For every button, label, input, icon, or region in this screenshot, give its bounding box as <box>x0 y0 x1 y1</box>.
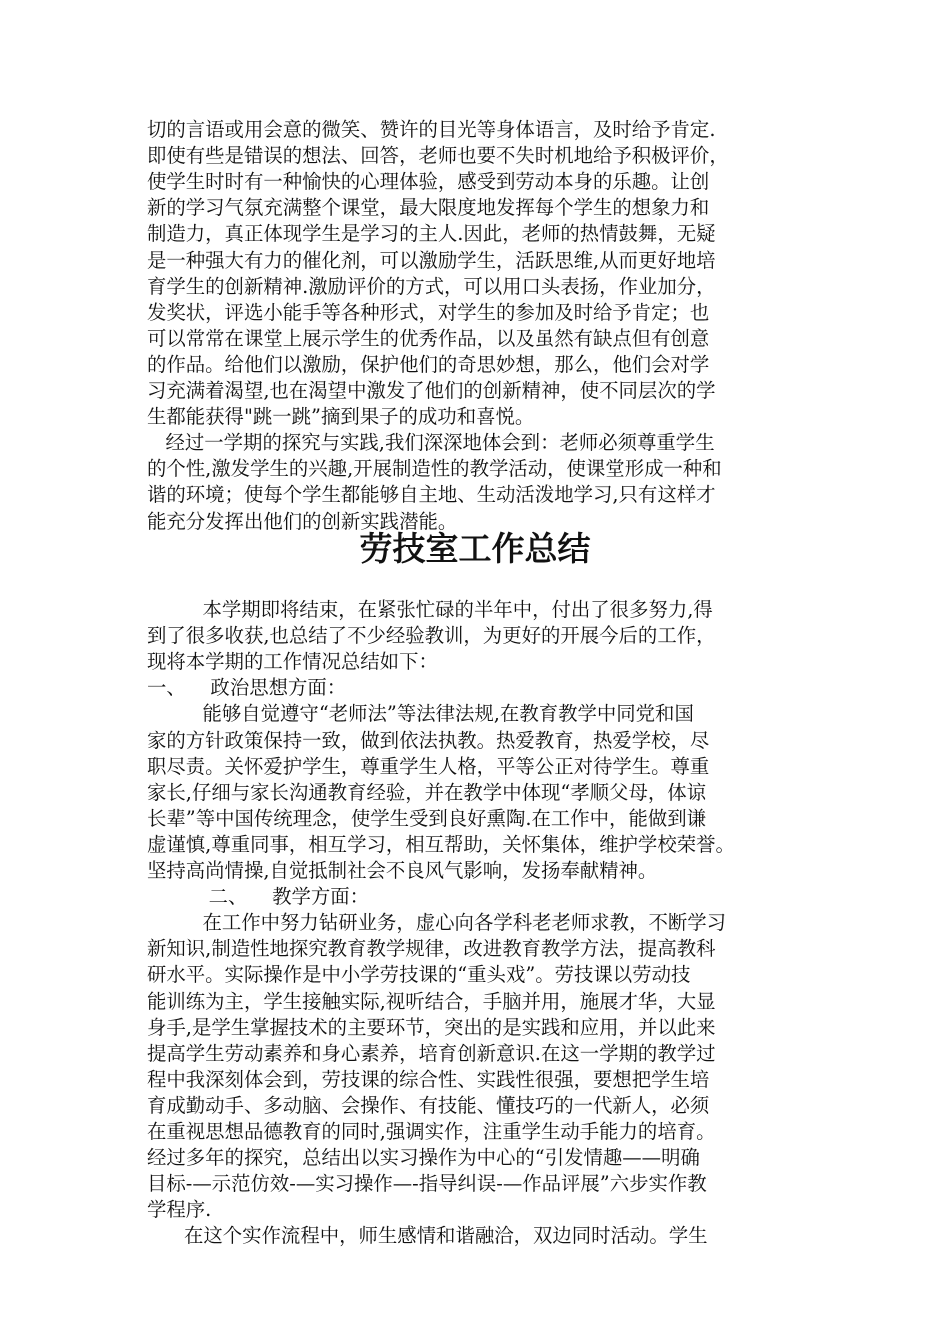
text-line: 程中我深刻体会到，劳技课的综合性、实践性很强，要想把学生培 <box>147 1067 710 1091</box>
text-line: 使学生时时有一种愉快的心理体验，感受到劳动本身的乐趣。让创 <box>147 170 710 194</box>
text-line: 切的言语或用会意的微笑、赞许的目光等身体语言，及时给予肯定. <box>147 118 716 141</box>
text-line: 本学期即将结束，在紧张忙碌的半年中，付出了很多努力,得 <box>147 598 713 621</box>
text-line: 新知识,制造性地探究教育教学规律，改进教育教学方法，提高教科 <box>147 937 716 961</box>
text-line: 新的学习气氛充满整个课堂，最大限度地发挥每个学生的想象力和 <box>147 196 710 220</box>
text-line: 一、 政治思想方面： <box>147 676 347 700</box>
text-line: 能训练为主，学生接触实际,视听结合，手脑并用，施展才华，大显 <box>147 989 716 1013</box>
text-line: 即使有些是错误的想法、回答，老师也要不失时机地给予积极评价， <box>147 144 729 168</box>
text-line: 坚持高尚情操,自觉抵制社会不良风气影响，发扬奉献精神。 <box>147 859 658 882</box>
text-line: 现将本学期的工作情况总结如下： <box>147 650 438 674</box>
text-line: 的作品。给他们以激励，保护他们的奇思妙想，那么，他们会对学 <box>147 352 710 376</box>
text-line: 育成勤动手、多动脑、会操作、有技能、懂技巧的一代新人，必须 <box>147 1093 710 1117</box>
text-line: 目标-—示范仿效-—实习操作—-指导纠误-—作品评展”六步实作教 <box>147 1172 707 1196</box>
text-line: 是一种强大有力的催化剂，可以激励学生，活跃思维,从而更好地培 <box>147 248 716 272</box>
text-line: 在重视思想品德教育的同时,强调实作，注重学生动手能力的培育。 <box>147 1120 716 1143</box>
text-line: 研水平。实际操作是中小学劳技课的“重头戏”。劳技课以劳动技 <box>147 963 691 987</box>
text-line: 生都能获得"跳一跳”摘到果子的成功和喜悦。 <box>147 405 535 429</box>
text-line: 谐的环境；使每个学生都能够自主地、生动活泼地学习,只有这样才 <box>147 483 716 507</box>
text-line: 的个性,激发学生的兴趣,开展制造性的教学活动，使课堂形成一种和 <box>147 457 722 481</box>
text-line: 经过多年的探究，总结出以实习操作为中心的“引发情趣——明确 <box>147 1146 700 1170</box>
text-line: 在工作中努力钻研业务，虚心向各学科老老师求教，不断学习 <box>147 911 727 935</box>
text-line: 能充分发挥出他们的创新实践潜能。 <box>147 509 458 533</box>
document-title: 劳技室工作总结 <box>359 529 591 568</box>
text-line: 制造力，真正体现学生是学习的主人.因此，老师的热情鼓舞，无疑 <box>147 222 716 246</box>
text-line: 经过一学期的探究与实践,我们深深地体会到：老师必须尊重学生 <box>147 431 715 455</box>
text-line: 发奖状，评选小能手等各种形式，对学生的参加及时给予肯定；也 <box>147 300 710 324</box>
text-line: 提高学生劳动素养和身心素养，培育创新意识.在这一学期的教学过 <box>147 1041 716 1065</box>
text-line: 能够自觉遵守“老师法”等法律法规,在教育教学中同党和国 <box>147 702 694 726</box>
text-line: 育学生的创新精神.激励评价的方式，可以用口头表扬，作业加分， <box>147 274 716 298</box>
text-line: 家长,仔细与家长沟通教育经验，并在教学中体现“孝顺父母，体谅 <box>147 780 707 804</box>
text-line: 家的方针政策保持一致，做到依法执教。热爱教育，热爱学校，尽 <box>147 728 710 752</box>
text-line: 可以常常在课堂上展示学生的优秀作品，以及虽然有缺点但有创意 <box>147 326 710 350</box>
text-line: 二、 教学方面： <box>147 885 370 909</box>
text-line: 到了很多收获,也总结了不少经验教训，为更好的开展今后的工作， <box>147 624 716 648</box>
text-line: 在这个实作流程中，师生感情和谐融洽，双边同时活动。学生 <box>147 1224 708 1248</box>
text-line: 身手,是学生掌握技术的主要环节，突出的是实践和应用，并以此来 <box>147 1015 716 1039</box>
text-line: 虚谨慎,尊重同事，相互学习，相互帮助，关怀集体，维护学校荣誉。 <box>147 832 735 856</box>
text-line: 习充满着渴望,也在渴望中激发了他们的创新精神，使不同层次的学 <box>147 379 716 402</box>
text-line: 职尽责。关怀爱护学生，尊重学生人格，平等公正对待学生。尊重 <box>147 754 710 778</box>
text-line: 学程序. <box>147 1198 212 1222</box>
text-line: 长辈”等中国传统理念，使学生受到良好熏陶.在工作中，能做到谦 <box>147 806 707 830</box>
